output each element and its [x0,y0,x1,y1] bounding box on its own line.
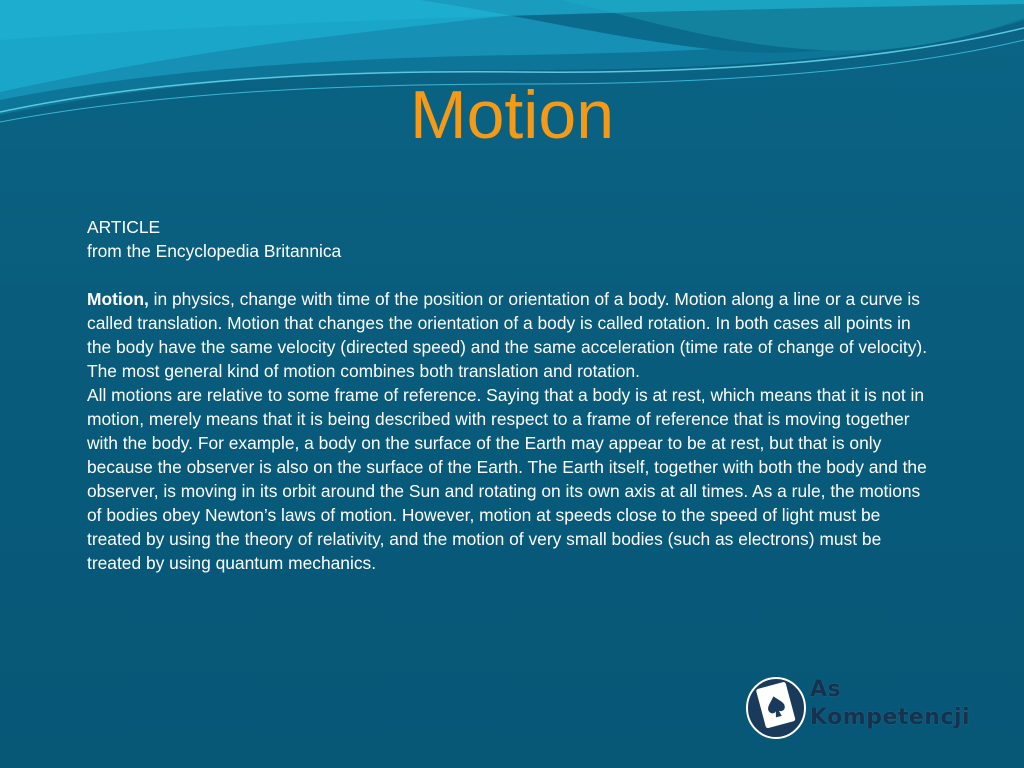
paragraph-definition [87,287,937,383]
slide-title: Motion [409,77,615,153]
article-body [87,215,937,575]
as-kompetencji-logo [744,672,974,744]
logo-wordmark [810,676,970,732]
logo-line-1: As [810,677,842,702]
paragraph-relativity: All motions are relative to some frame of reference. Saying that a body is at rest, which means that it is not in motion, merely means that it is being described with respect to a frame of reference that is moving together with the body. For example, a body on the surface of the Earth may appear to be at rest, but that is only because the observer is also on the surface of the Earth. The Earth itself, together with both the body and the observer, is moving in its orbit around the Sun and rotating on its own axis at all times. As a rule, the motions of bodies obey Newton’s laws of motion. However, motion at speeds close to the speed of light must be treated by using the theory of relativity, and the motion of very small bodies (such as electrons) must be treated by using quantum mechanics. [87,385,927,573]
term-motion: Motion, [87,289,149,309]
paragraph-definition-text: in physics, change with time of the position or orientation of a body. Motion along a line or a curve is called translation. Motion that changes the orientation of a body is called rotation. In both cases all points in the body have the same velocity (directed speed) and the same acceleration (time rate of change of velocity). The most general kind of motion combines both translation and rotation. [87,289,928,381]
logo-line-2: Kompetencji [810,705,971,730]
spacer [87,263,937,287]
article-label: ARTICLE [87,217,161,237]
spade-card-icon [744,672,810,740]
article-source: from the Encyclopedia Britannica [87,241,342,261]
